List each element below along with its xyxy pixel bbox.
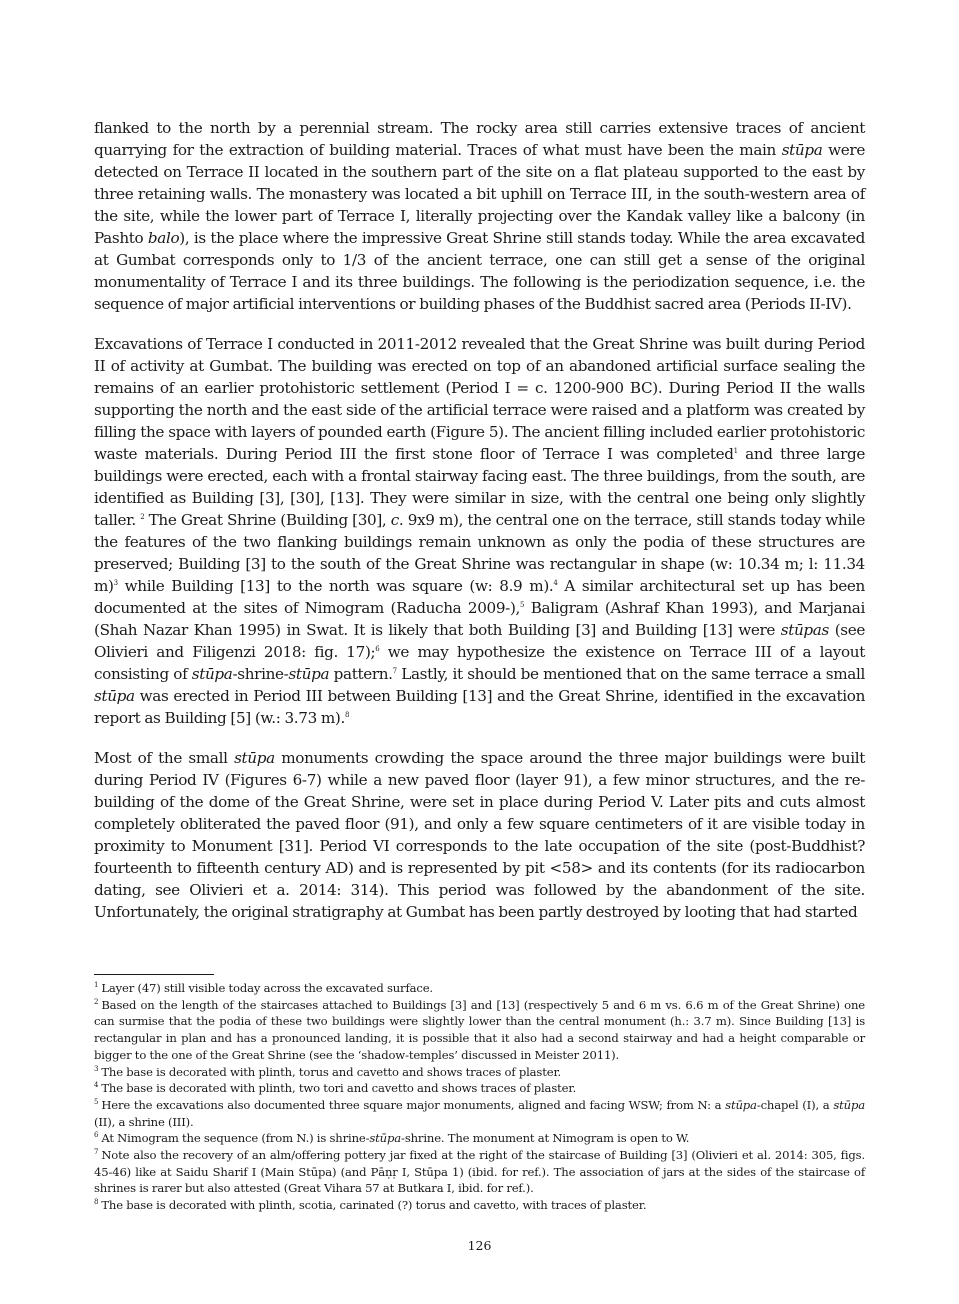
footnote-text: Note also the recovery of an alm/offering pottery jar fixed at the right of the staircase of Building [3] (Olivieri et al. 2014: 305, figs. 45-46) like at Saidu Sharif I (Main Stūpa) (and Pāṇṛ I, Stūpa 1) (ibid. for ref.). The association of jars at the sides of the staircase of shrines is rarer but also attested (Great Vihara 57 at Butkara I, ibid. for ref.). bbox=[94, 1148, 865, 1196]
footnote-marker[interactable]: 7 bbox=[392, 666, 397, 675]
footnote-marker[interactable]: 6 bbox=[375, 644, 380, 653]
footnote-text: At Nimogram the sequence (from N.) is shrine-stūpa-shrine. The monument at Nimogram is open to W. bbox=[101, 1131, 690, 1146]
footnote-number: 2 bbox=[94, 997, 99, 1006]
footnote bbox=[94, 1064, 865, 1081]
main-text bbox=[94, 117, 865, 941]
footnote-text: The base is decorated with plinth, two tori and cavetto and shows traces of plaster. bbox=[101, 1081, 576, 1096]
italic-term: stūpa bbox=[288, 665, 330, 683]
italic-term: stūpas bbox=[780, 621, 829, 639]
footnote-marker[interactable]: 5 bbox=[520, 600, 525, 609]
footnote-marker[interactable]: 3 bbox=[113, 578, 118, 587]
footnote-marker[interactable]: 1 bbox=[733, 446, 738, 455]
footnote-text: Based on the length of the staircases attached to Buildings [3] and [13] (respectively 5 and 6 m vs. 6.6 m of the Great Shrine) one can surmise that the podia of these two buildings were slightly lower than the central monument (h.: 3.7 m). Since Building [13] is rectangular in plan and has a pronounced landing, it is possible that it also had a second stairway and had a height comparable or bigger to the one of the Great Shrine (see the ‘shadow-temples’ discussed in Meister 2011). bbox=[94, 997, 865, 1062]
footnotes bbox=[94, 980, 865, 1214]
italic-term: stūpa bbox=[191, 665, 233, 683]
footnote-text: Layer (47) still visible today across the excavated surface. bbox=[101, 981, 433, 995]
footnote bbox=[94, 1080, 865, 1097]
footnote bbox=[94, 997, 865, 1064]
footnote-number: 6 bbox=[94, 1131, 99, 1140]
footnote bbox=[94, 1197, 865, 1214]
footnote bbox=[94, 1130, 865, 1147]
footnote-number: 7 bbox=[94, 1148, 99, 1157]
italic-term: stūpa bbox=[369, 1131, 402, 1146]
paragraph: flanked to the north by a perennial stream. The rocky area still carries extensive traces of ancient quarrying for the extraction of building material. Traces of what must have been the main stūpa were detected on Terrace II located in the southern part of the site on a flat plateau supported to the east by three retaining walls. The monastery was located a bit uphill on Terrace III, in the south-western area of the site, while the lower part of Terrace I, literally projecting over the Kandak valley like a balcony (in Pashto balo), is the place where the impressive Great Shrine still stands today. While the area excavated at Gumbat corresponds only to 1/3 of the ancient terrace, one can still get a sense of the original monumentality of Terrace I and its three buildings. The following is the periodization sequence, i.e. the sequence of major artificial interventions or building phases of the Buddhist sacred area (Periods II-IV). bbox=[94, 119, 865, 313]
footnote-marker[interactable]: 8 bbox=[344, 710, 350, 719]
italic-term: balo bbox=[147, 229, 180, 247]
italic-term: c. bbox=[390, 511, 404, 529]
footnote-number: 4 bbox=[94, 1081, 99, 1090]
italic-term: stūpa bbox=[234, 749, 275, 767]
footnote-text: The base is decorated with plinth, scotia, carinated (?) torus and cavetto, with traces of plaster. bbox=[101, 1198, 647, 1213]
italic-term: stūpa bbox=[725, 1097, 757, 1112]
paragraph: Excavations of Terrace I conducted in 2011-2012 revealed that the Great Shrine was built during Period II of activity at Gumbat. The building was erected on top of an abandoned artificial surface sealing the remains of an earlier protohistoric settlement (Period I = c. 1200-900 BC). During Period II the walls supporting the north and the east side of the artificial terrace were raised and a platform was created by filling the space with layers of pounded earth (Figure 5). The ancient filling included earlier protohistoric waste materials. During Period III the first stone floor of Terrace I was completed$^1$ and three large buildings were erected, each with a frontal stairway facing east. The three buildings, from the south, are identified as Building [3], [30], [13]. They were similar in size, with the central one being only slightly taller. $^2$ The Great Shrine (Building [30], c. 9x9 m), the central one on the terrace, still stands today while the features of the two flanking buildings remain unknown as only the podia of these structures are preserved; Building [3] to the south of the Great Shrine was rectangular in shape (w: 10.34 m; l: 11.34 m)$^3$ while Building [13] to the north was square (w: 8.9 m).$^4$ A similar architectural set up has been documented at the sites of Nimogram (Raducha 2009-),$^5$ Baligram (Ashraf Khan 1993), and Marjanai (Shah Nazar Khan 1995) in Swat. It is likely that both Building [3] and Building [13] were stūpas (see Olivieri and Filigenzi 2018: fig. 17);$^6$ we may hypothesize the existence on Terrace III of a layout consisting of stūpa-shrine-stūpa pattern.$^7$ Lastly, it should be mentioned that on the same terrace a small stūpa was erected in Period III between Building [13] and the Great Shrine, identified in the excavation report as Building [5] (w.: 3.73 m).$^8$ bbox=[94, 335, 866, 727]
italic-term: stūpa bbox=[94, 687, 135, 705]
footnote bbox=[94, 980, 865, 997]
footnote-text: The base is decorated with plinth, torus and cavetto and shows traces of plaster. bbox=[101, 1064, 562, 1079]
italic-term: stūpa bbox=[833, 1097, 865, 1112]
footnote bbox=[94, 1147, 865, 1197]
paragraph: Most of the small stūpa monuments crowding the space around the three major buildings were built during Period IV (Figures 6-7) while a new paved floor (layer 91), a few minor structures, and the re-building of the dome of the Great Shrine, were set in place during Period V. Later pits and cuts almost completely obliterated the paved floor (91), and only a few square centimeters of it are visible today in proximity to Monument [31]. Period VI corresponds to the late occupation of the site (post-Buddhist? fourteenth to fifteenth century AD) and is represented by pit <58> and its contents (for its radiocarbon dating, see Olivieri et a. 2014: 314). This period was followed by the abandonment of the site. Unfortunately, the original stratigraphy at Gumbat has been partly destroyed by looting that had started bbox=[94, 749, 865, 921]
footnote-marker[interactable]: 4 bbox=[553, 578, 558, 587]
footnote bbox=[94, 1097, 865, 1130]
footnote-number: 3 bbox=[94, 1064, 99, 1073]
footnote-number: 8 bbox=[94, 1198, 99, 1207]
page-number: 126 bbox=[467, 1238, 492, 1253]
footnote-marker[interactable]: 2 bbox=[140, 512, 145, 521]
footnote-number: 5 bbox=[94, 1098, 99, 1107]
italic-term: stūpa bbox=[781, 141, 823, 159]
footnote-separator bbox=[94, 974, 214, 975]
footnote-text: Here the excavations also documented three square major monuments, aligned and facing WSW; from N: a stūpa-chapel (I), a stūpa (II), a shrine (III). bbox=[94, 1097, 865, 1129]
footnote-number: 1 bbox=[94, 981, 99, 990]
